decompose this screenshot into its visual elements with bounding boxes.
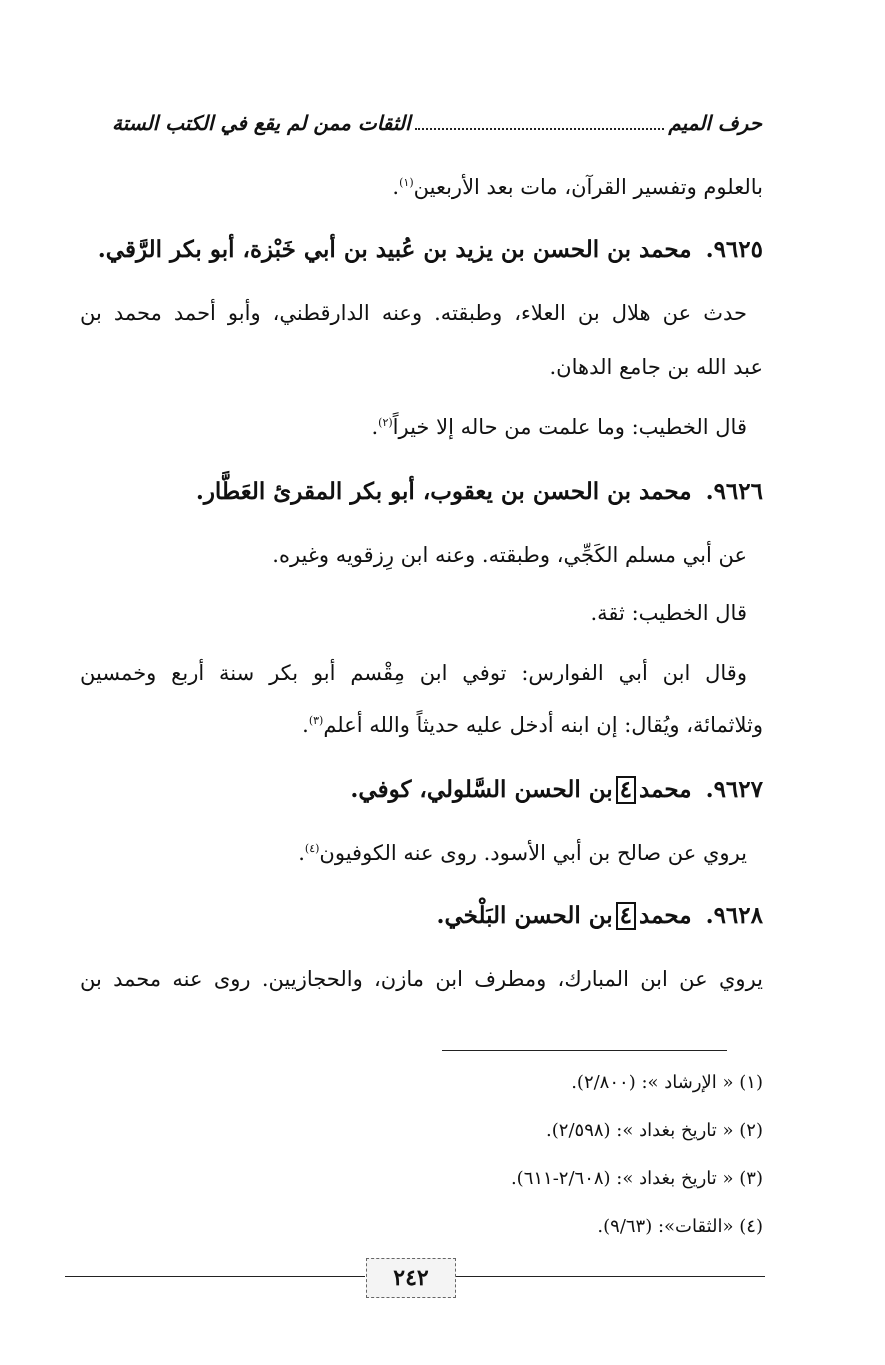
body-line: قال الخطيب: ثقة. xyxy=(590,601,747,625)
footnote-ref: (٤) xyxy=(304,842,320,855)
running-header xyxy=(112,108,762,138)
body-line: يروي عن صالح بن أبي الأسود. روى عنه الكوفيون$^{(٤)}$. xyxy=(298,841,747,865)
footnote-ref: (٢) xyxy=(378,416,393,429)
body-line: بالعلوم وتفسير القرآن، مات بعد الأربعين$^{(١)}$. xyxy=(392,175,763,199)
entry-name: محمد بن الحسن بن يعقوب، أبو بكر المقرئ العَطَّار. xyxy=(195,478,692,505)
body-line: وثلاثمائة، ويُقال: إن ابنه أدخل عليه حديثاً والله أعلم$^{(٣)}$. xyxy=(302,713,763,737)
entry-name: بن الحسن البَلْخي. xyxy=(436,902,613,929)
entry-heading-9626 xyxy=(196,474,763,510)
entry-heading-9625 xyxy=(98,232,763,268)
footnote-1: (١) « الإرشاد »: (٢/٨٠٠). xyxy=(571,1072,763,1093)
entry-name: محمد بن الحسن بن يزيد بن عُبيد بن أبي خَبْزة، أبو بكر الرَّقي. xyxy=(97,236,692,263)
footnote-ref: (١) xyxy=(399,176,414,189)
body-line: عبد الله بن جامع الدهان. xyxy=(549,355,763,379)
footnote-mark: (٣) xyxy=(739,1168,763,1189)
footnote-mark: (٤) xyxy=(739,1216,763,1237)
footnote-2: (٢) « تاريخ بغداد »: (٢/٥٩٨). xyxy=(546,1120,763,1141)
entry-name: بن الحسن السَّلولي، كوفي. xyxy=(350,776,613,803)
footnote-mark: (١) xyxy=(739,1072,763,1093)
entry-number: ٩٦٢٦. xyxy=(705,478,763,505)
boxed-marker: ٤ xyxy=(616,902,636,930)
entry-number: ٩٦٢٧. xyxy=(705,776,763,803)
body-line: يروي عن ابن المبارك، ومطرف ابن مازن، والحجازيين. روى عنه محمد بن xyxy=(80,967,763,991)
book-title: الثقات ممن لم يقع في الكتب الستة xyxy=(112,111,411,135)
body-line: حدث عن هلال بن العلاء، وطبقته. وعنه الدارقطني، وأبو أحمد محمد بن xyxy=(80,301,747,325)
footnote-mark: (٢) xyxy=(739,1120,763,1141)
body-line: وقال ابن أبي الفوارس: توفي ابن مِقْسم أبو بكر سنة أربع وخمسين xyxy=(80,661,747,685)
footnote-4: (٤) «الثقات»: (٩/٦٣). xyxy=(597,1216,763,1237)
bottom-rule-left xyxy=(65,1276,365,1277)
body-line: قال الخطيب: وما علمت من حاله إلا خيراً$^{(٢)}$. xyxy=(371,415,747,439)
footnote-3: (٣) « تاريخ بغداد »: (٢/٦٠٨-٦١١). xyxy=(510,1168,763,1189)
footnote-ref: (٣) xyxy=(308,714,324,727)
entry-number: ٩٦٢٥. xyxy=(705,236,763,263)
chapter-title: حرف الميم xyxy=(668,111,762,135)
body-line: عن أبي مسلم الكَجِّي، وطبقته. وعنه ابن رِزقويه وغيره. xyxy=(272,543,747,567)
entry-heading-9627: ٩٦٢٧.محمد٤بن الحسن السَّلولي، كوفي. xyxy=(350,776,763,803)
header-dot-leader xyxy=(415,114,665,130)
bottom-rule-right xyxy=(455,1276,765,1277)
page-number: ٢٤٢ xyxy=(366,1258,456,1298)
entry-number: ٩٦٢٨. xyxy=(705,902,763,929)
entry-heading-9628: ٩٦٢٨.محمد٤بن الحسن البَلْخي. xyxy=(436,902,763,929)
footnote-separator xyxy=(442,1050,727,1051)
boxed-marker: ٤ xyxy=(616,776,636,804)
